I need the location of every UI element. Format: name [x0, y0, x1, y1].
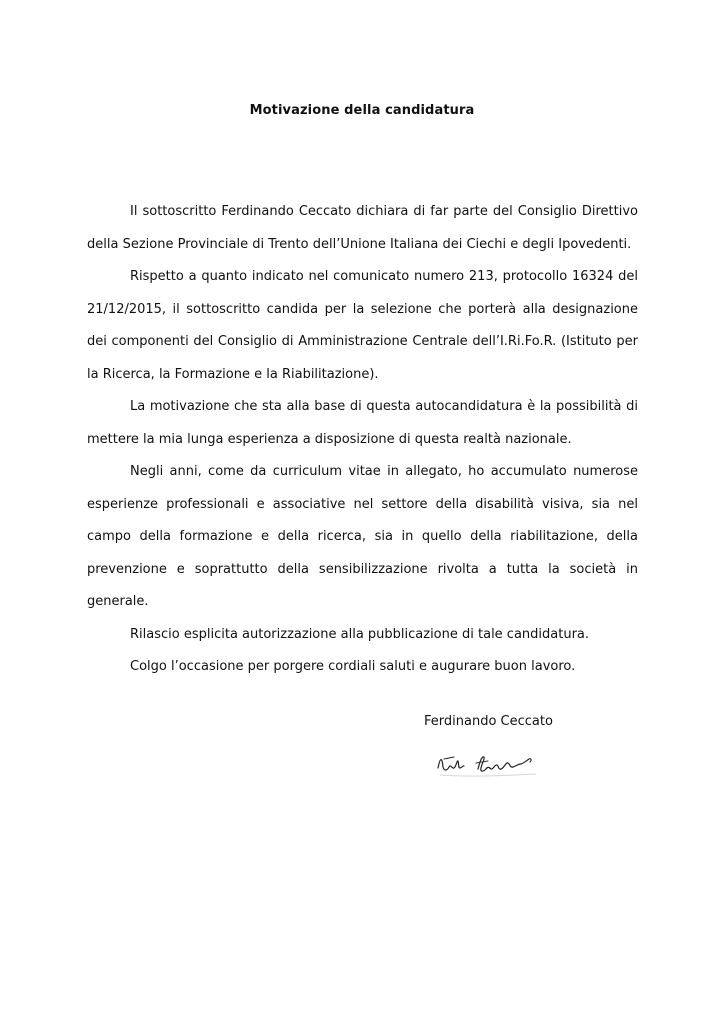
document-title: Motivazione della candidatura — [249, 103, 475, 118]
paragraph-motivation: La motivazione che sta alla base di questa autocandidatura è la possibilità di mettere la mia lunga esperienza a disposizione di questa realtà nazionale. — [87, 399, 638, 447]
document-body — [87, 196, 638, 684]
paragraph-candidacy: Rispetto a quanto indicato nel comunicato numero 213, protocollo 16324 del 21/12/2015, il sottoscritto candida per la selezione che porterà alla designazione dei componenti del Consiglio di Amministrazione Centrale dell’I.Ri.Fo.R. (Istituto per la Ricerca, la Formazione e la Riabilitazione). — [87, 269, 638, 382]
paragraph-experience: Negli anni, come da curriculum vitae in allegato, ho accumulato numerose esperienze professionali e associative nel settore della disabilità visiva, sia nel campo della formazione e della ricerca, sia in quello della riabilitazione, della prevenzione e soprattutto della sensibilizzazione rivolta a tutta la società in generale. — [87, 464, 638, 609]
signature-scribble — [420, 746, 548, 782]
handwritten-signature — [420, 746, 548, 782]
paragraph-authorization: Rilascio esplicita autorizzazione alla pubblicazione di tale candidatura. — [130, 626, 590, 642]
signature-name: Ferdinando Ceccato — [424, 714, 553, 729]
paragraph-declaration: Il sottoscritto Ferdinando Ceccato dichiara di far parte del Consiglio Direttivo della Sezione Provinciale di Trento dell’Unione Italiana dei Ciechi e degli Ipovedenti. — [87, 204, 638, 252]
paragraph-closing: Colgo l’occasione per porgere cordiali saluti e augurare buon lavoro. — [130, 659, 576, 674]
